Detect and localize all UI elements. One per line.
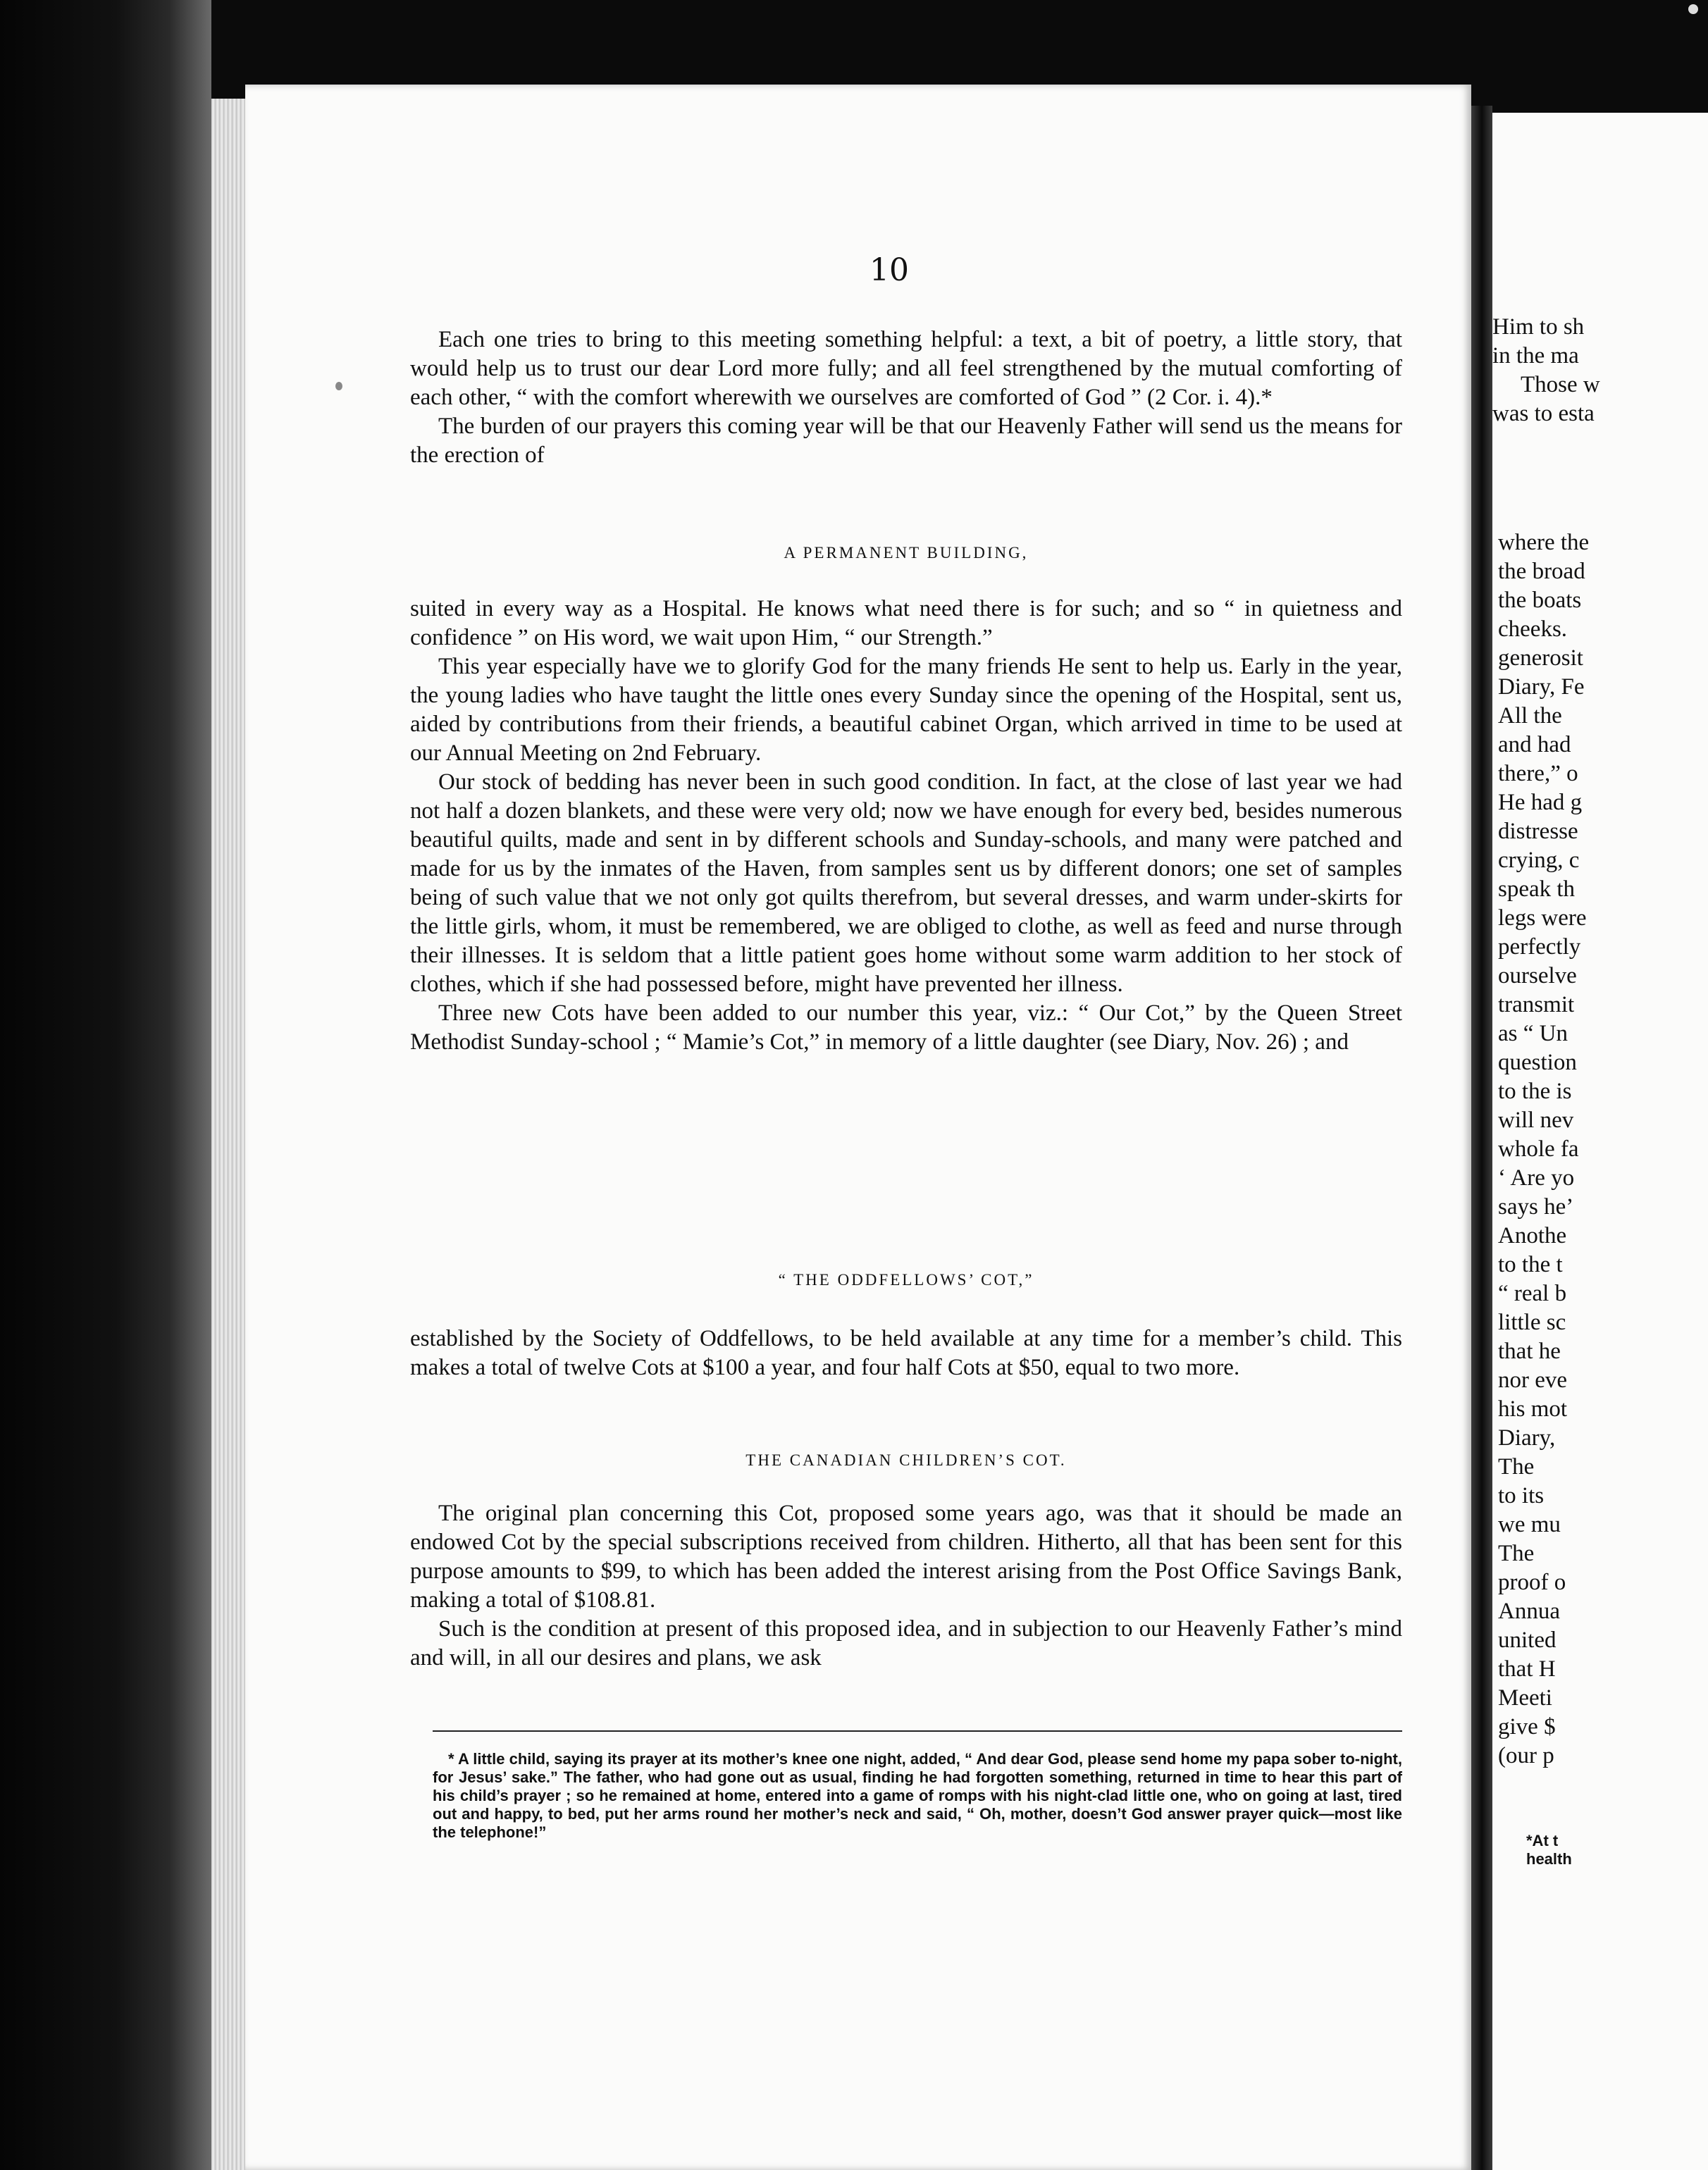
text-line: little sc (1498, 1310, 1566, 1335)
right-page (1492, 113, 1708, 2170)
text-line: where the (1498, 530, 1590, 555)
text-line: distresse (1498, 819, 1578, 844)
text-line: transmit (1498, 992, 1575, 1017)
text-line: ‘ Are yo (1498, 1165, 1575, 1191)
scan-speck (335, 382, 342, 390)
text-line: to its (1498, 1483, 1545, 1508)
text-line: perfectly (1498, 934, 1581, 960)
paragraph: Such is the condition at present of this proposed idea, and in subjection to our Heavenly Father’s mind and will, in all our desires and plans, we ask (410, 1616, 1402, 1670)
text-line: says he’ (1498, 1194, 1574, 1220)
text-line: to the t (1498, 1252, 1563, 1277)
paragraph: The burden of our prayers this coming year will be that our Heavenly Father will send us the means for the erection of (410, 414, 1402, 468)
text-line: Diary, Fe (1498, 674, 1585, 700)
text-line: Annua (1498, 1599, 1560, 1624)
right-page-middle-lines (1498, 528, 1708, 1771)
book-gutter (1471, 106, 1492, 2170)
text-line: generosit (1498, 645, 1583, 671)
text-line: Diary, (1498, 1425, 1556, 1451)
text-line: will nev (1498, 1108, 1574, 1133)
paragraph: Each one tries to bring to this meeting something helpful: a text, a bit of poetry, a little story, that would help us to trust our dear Lord more fully; and all feel strengthened by the mutual comforting of each other, “ with the comfort wherewith we ourselves are comforted of God ” (2 Cor. i. 4).* (410, 327, 1402, 410)
text-line: (our p (1498, 1743, 1554, 1768)
text-line: speak th (1498, 876, 1576, 902)
paragraph: suited in every way as a Hospital. He knows what need there is for such; and so “ in quietness and confidence ” on His word, we wait upon Him, “ our Strength.” (410, 596, 1402, 650)
text-line: legs were (1498, 905, 1587, 931)
text-line: Meeti (1498, 1685, 1552, 1711)
section-heading: A PERMANENT BUILDING, (784, 544, 1029, 562)
body-section-1 (410, 326, 1402, 470)
page-stack-edge (211, 99, 245, 2170)
paragraph: Our stock of bedding has never been in such good condition. In fact, at the close of last year we had not half a dozen blankets, and these were very old; now we have enough for every bed, besides numerous beautiful quilts, made and sent in by different schools and Sunday-schools, and many were patched and made for us by the inmates of the Haven, from samples sent us by different donors; one set of samples being of such value that we not only got quilts therefrom, but several dresses, and warm under-skirts for the little girls, whom, it must be remembered, we are obliged to clothe, as well as feed and nurse through their illnesses. It is seldom that a little patient goes home without some warm addition to her stock of clothes, which if she had possessed before, might have prevented her illness. (410, 769, 1402, 997)
text-line: question (1498, 1050, 1577, 1075)
text-line: Him to sh (1492, 314, 1585, 340)
text-line: The (1498, 1541, 1535, 1566)
text-line: there,” o (1498, 761, 1578, 786)
text-line: proof o (1498, 1570, 1566, 1595)
text-line: Anothe (1498, 1223, 1567, 1248)
text-line: that H (1498, 1656, 1556, 1682)
text-line: to the is (1498, 1079, 1572, 1104)
text-line: nor eve (1498, 1368, 1568, 1393)
text-line: we mu (1498, 1512, 1561, 1537)
text-line: ourselve (1498, 963, 1577, 988)
right-page-top-lines (1492, 313, 1708, 428)
text-line: give $ (1498, 1714, 1556, 1740)
text-line: as “ Un (1498, 1021, 1568, 1046)
text-line: *At t (1526, 1832, 1559, 1849)
text-line: was to esta (1492, 401, 1595, 426)
heading-permanent-building (410, 544, 1402, 562)
text-line: He had g (1498, 790, 1583, 815)
section-heading: “ THE ODDFELLOWS’ COT,” (778, 1271, 1034, 1289)
heading-canadian-childrens-cot (410, 1451, 1402, 1470)
page-number: 10 (870, 252, 909, 288)
text-line: All the (1498, 703, 1562, 728)
scanner-background (0, 0, 211, 2170)
text-line: whole fa (1498, 1136, 1579, 1162)
footnote-rule (433, 1730, 1402, 1732)
body-section-3 (410, 1325, 1402, 1382)
paragraph: established by the Society of Oddfellows, to be held available at any time for a member’s child. This makes a total of twelve Cots at $100 a year, and four half Cots at $50, equal to two more. (410, 1326, 1402, 1380)
text-line: Those w (1521, 372, 1600, 397)
paragraph: The original plan concerning this Cot, proposed some years ago, was that it should be made an endowed Cot by the special subscriptions received from children. Hitherto, all that has been sent for this purpose amounts to $99, to which has been added the interest arising from the Post Office Savings Bank, making a total of $108.81. (410, 1501, 1402, 1613)
text-line: crying, c (1498, 848, 1580, 873)
text-line: his mot (1498, 1396, 1568, 1422)
section-heading: THE CANADIAN CHILDREN’S COT. (745, 1451, 1067, 1469)
text-line: united (1498, 1628, 1557, 1653)
text-line: and had (1498, 732, 1571, 757)
paragraph: This year especially have we to glorify God for the many friends He sent to help us. Early in the year, the young ladies who have taught the little ones every Sunday since the opening of the Hospital, sent us, aided by contributions from their friends, a beautiful cabinet Organ, which arrived in time to be used at our Annual Meeting on 2nd February. (410, 654, 1402, 766)
text-line: in the ma (1492, 343, 1579, 368)
text-line: The (1498, 1454, 1535, 1480)
text-line: health (1526, 1850, 1572, 1868)
right-page-footnote (1526, 1832, 1708, 1868)
heading-oddfellows-cot (410, 1271, 1402, 1289)
text-line: “ real b (1498, 1281, 1567, 1306)
scan-speck (1688, 4, 1698, 14)
footnote: * A little child, saying its prayer at its mother’s knee one night, added, “ And dear God, please send home my papa sober to-night, for Jesus’ sake.” The father, who had gone out as usual, finding he had forgotten something, returned in time to hear this part of his child’s prayer ; so he remained at home, entered into a game of romps with his night-clad little one, who on going at last, tired out and happy, to bed, put her arms round her mother’s neck and said, “ Oh, mother, doesn’t God answer prayer quick—most like the telephone!” (433, 1750, 1402, 1841)
text-line: the broad (1498, 559, 1585, 584)
text-line: that he (1498, 1339, 1561, 1364)
text-line: the boats (1498, 588, 1582, 613)
body-section-2 (410, 595, 1402, 1057)
paragraph: Three new Cots have been added to our number this year, viz.: “ Our Cot,” by the Queen Street Methodist Sunday-school ; “ Mamie’s Cot,” in memory of a little daughter (see Diary, Nov. 26) ; and (410, 1000, 1402, 1055)
text-line: cheeks. (1498, 616, 1568, 642)
body-section-4 (410, 1499, 1402, 1673)
